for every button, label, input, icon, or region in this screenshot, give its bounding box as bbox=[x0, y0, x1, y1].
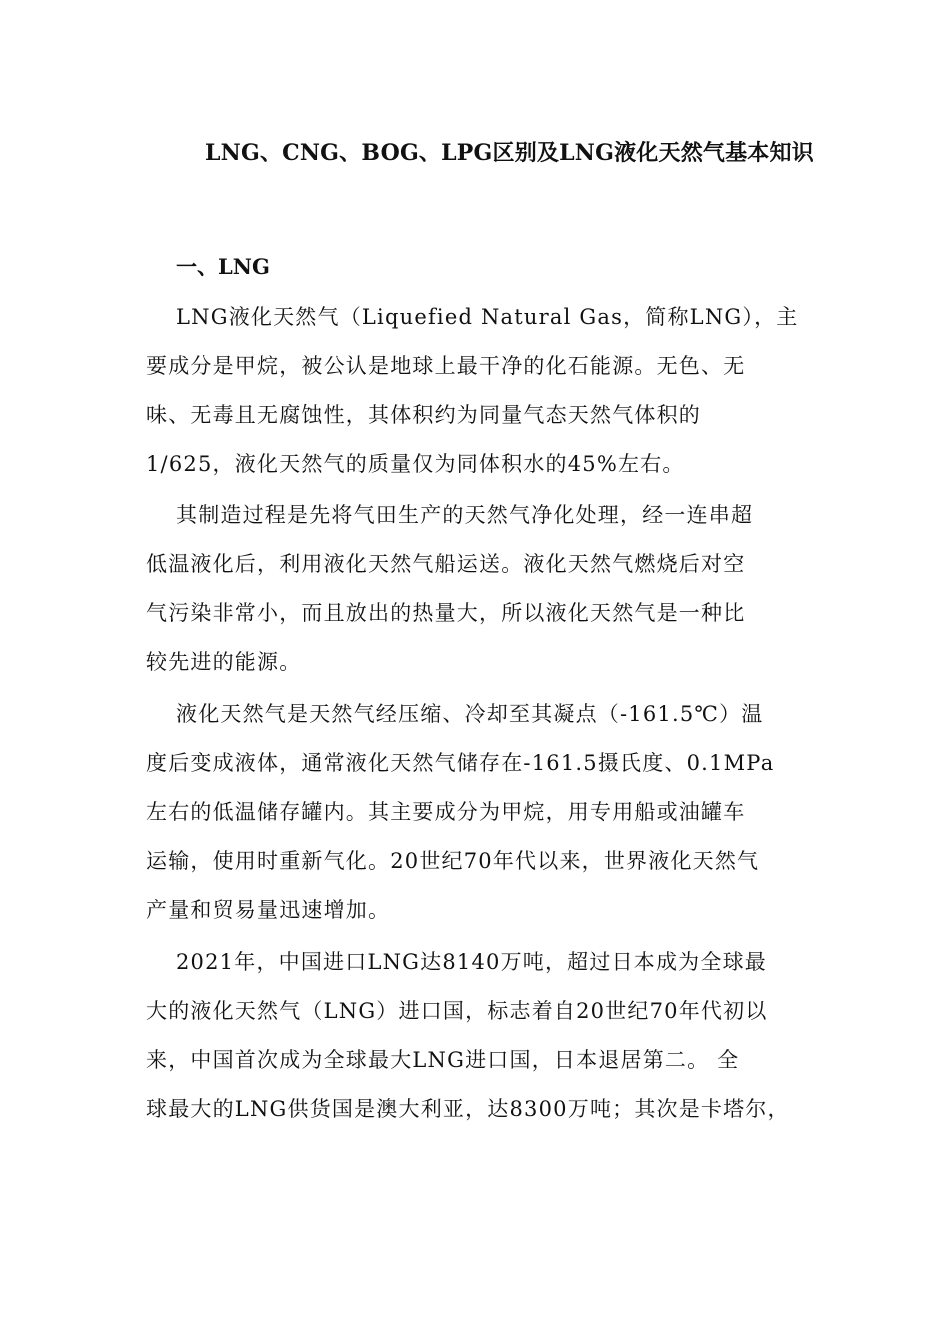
paragraph-line: 产量和贸易量迅速增加。 bbox=[146, 898, 391, 922]
paragraph-line: 要成分是甲烷，被公认是地球上最干净的化石能源。无色、无 bbox=[146, 354, 746, 378]
paragraph-line: 度后变成液体，通常液化天然气储存在-161.5摄氏度、0.1MPa bbox=[146, 751, 775, 775]
paragraph-line: 大的液化天然气（LNG）进口国，标志着自20世纪70年代初以 bbox=[146, 999, 768, 1023]
paragraph-line: 1/625，液化天然气的质量仅为同体积水的45%左右。 bbox=[146, 452, 685, 476]
paragraph-line: 液化天然气是天然气经压缩、冷却至其凝点（-161.5℃）温 bbox=[176, 702, 764, 726]
paragraph-line: 来，中国首次成为全球最大LNG进口国，日本退居第二。 全 bbox=[146, 1048, 740, 1072]
paragraph-line: 气污染非常小，而且放出的热量大，所以液化天然气是一种比 bbox=[146, 601, 746, 625]
paragraph-line: 左右的低温储存罐内。其主要成分为甲烷，用专用船或油罐车 bbox=[146, 800, 746, 824]
paragraph-line: 其制造过程是先将气田生产的天然气净化处理，经一连串超 bbox=[176, 503, 754, 527]
paragraph-line: 味、无毒且无腐蚀性，其体积约为同量气态天然气体积的 bbox=[146, 403, 701, 427]
paragraph-line: 较先进的能源。 bbox=[146, 650, 302, 674]
paragraph-line: 2021年，中国进口LNG达8140万吨，超过日本成为全球最 bbox=[176, 950, 767, 974]
paragraph-line: LNG液化天然气（Liquefied Natural Gas，简称LNG），主 bbox=[176, 305, 799, 329]
paragraph-line: 低温液化后，利用液化天然气船运送。液化天然气燃烧后对空 bbox=[146, 552, 746, 576]
paragraph-line: 运输，使用时重新气化。20世纪70年代以来，世界液化天然气 bbox=[146, 849, 760, 873]
paragraph-line: 球最大的LNG供货国是澳大利亚，达8300万吨；其次是卡塔尔， bbox=[146, 1097, 790, 1121]
document-title: LNG、CNG、BOG、LPG区别及LNG液化天然气基本知识 bbox=[205, 140, 814, 166]
section-heading-lng: 一、LNG bbox=[176, 254, 270, 279]
